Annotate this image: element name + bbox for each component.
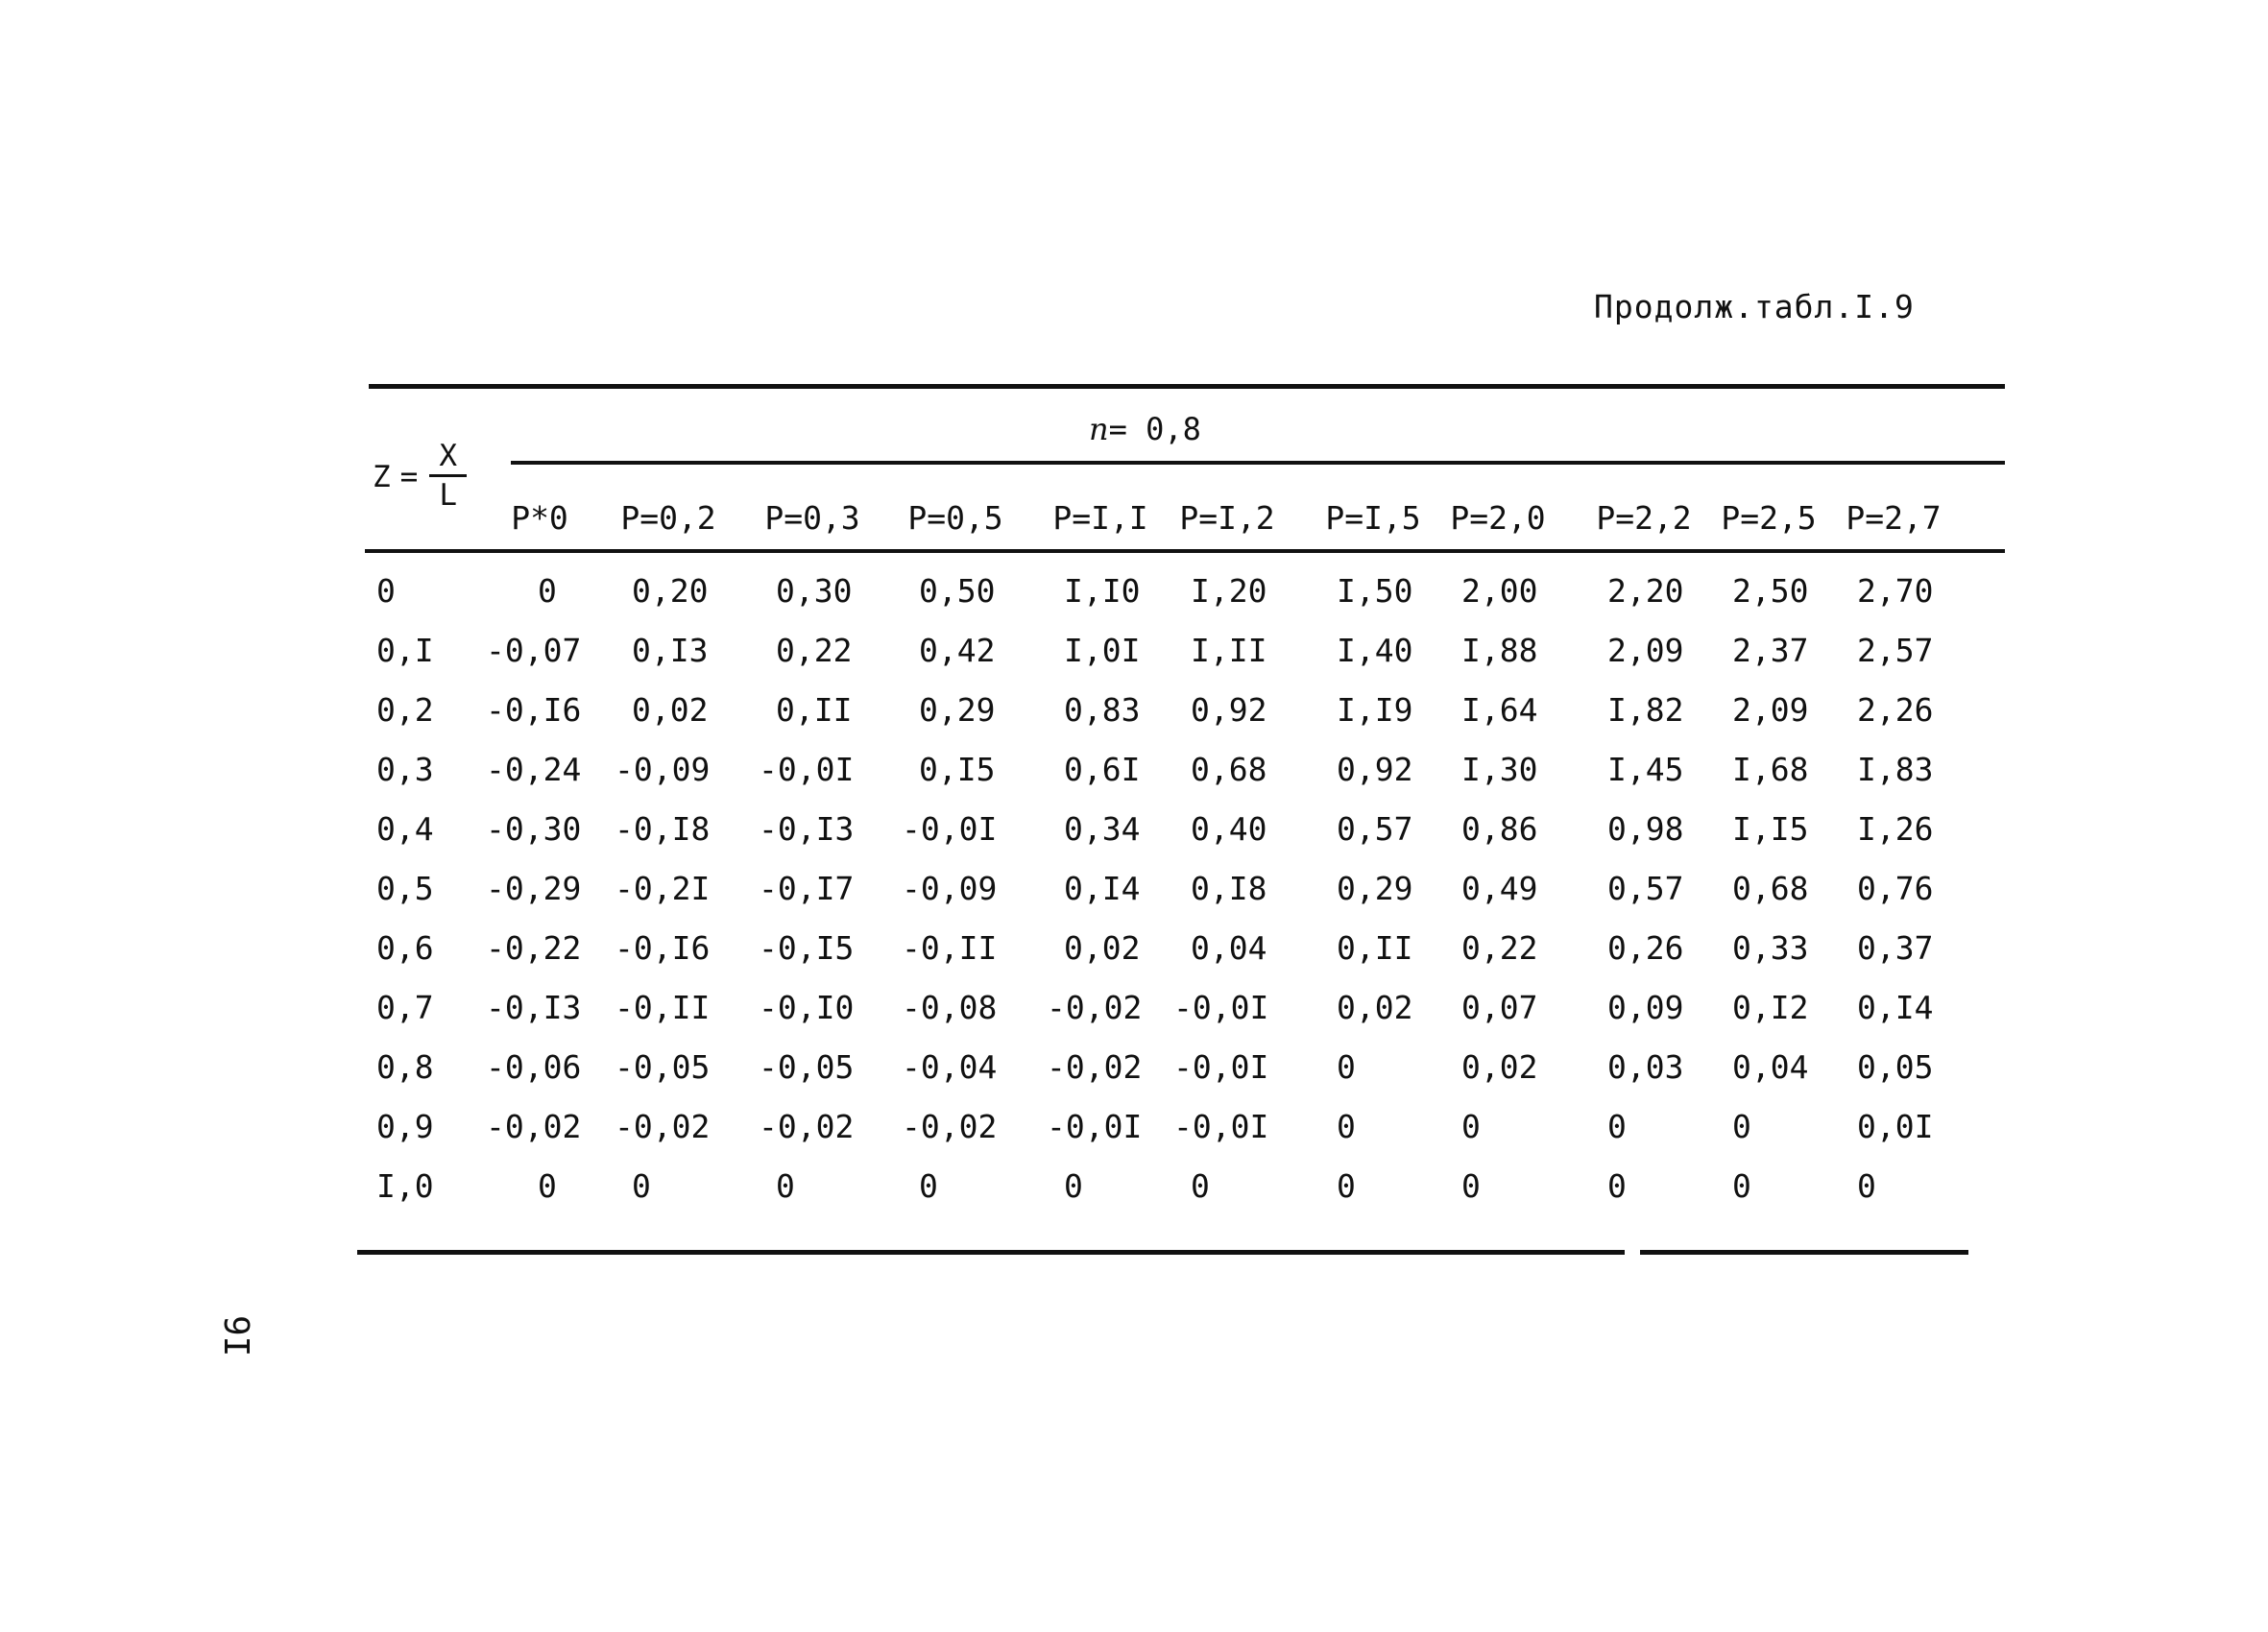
table-cell: 0,57 xyxy=(1337,810,1413,848)
group-header-rule xyxy=(511,461,2005,465)
fraction-numerator: X xyxy=(429,440,467,477)
table-cell: -0,0I xyxy=(1047,1108,1143,1145)
table-cell: 0,04 xyxy=(1732,1048,1809,1086)
row-z-value: 0,7 xyxy=(376,989,434,1026)
table-cell: -0,0I xyxy=(759,751,855,788)
table-cell: 0 xyxy=(1607,1167,1627,1205)
table-cell: -0,0I xyxy=(1173,1048,1269,1086)
table-cell: -0,I3 xyxy=(759,810,855,848)
column-header: P=I,5 xyxy=(1325,499,1421,537)
table-cell: I,20 xyxy=(1191,572,1267,610)
table-cell: 2,09 xyxy=(1607,632,1684,669)
table-cell: -0,I5 xyxy=(759,929,855,967)
table-cell: 0 xyxy=(538,1167,557,1205)
table-cell: -0,I7 xyxy=(759,870,855,907)
table-cell: 0 xyxy=(1607,1108,1627,1145)
table-cell: 0 xyxy=(632,1167,651,1205)
table-cell: -0,02 xyxy=(1047,989,1143,1026)
table-cell: 0,07 xyxy=(1461,989,1538,1026)
column-header: P*0 xyxy=(511,499,568,537)
table-cell: I,26 xyxy=(1857,810,1934,848)
table-cell: 0,29 xyxy=(1337,870,1413,907)
table-cell: I,I0 xyxy=(1064,572,1141,610)
column-header: P=0,3 xyxy=(764,499,860,537)
table-cell: -0,02 xyxy=(902,1108,998,1145)
table-cell: I,30 xyxy=(1461,751,1538,788)
table-cell: 0,40 xyxy=(1191,810,1267,848)
page-number-text: 9I xyxy=(216,1315,255,1357)
table-cell: 0 xyxy=(1461,1108,1481,1145)
table-cell: 0,I3 xyxy=(632,632,709,669)
row-z-value: 0,5 xyxy=(376,870,434,907)
table-cell: 0,02 xyxy=(632,691,709,729)
table-cell: 0 xyxy=(1191,1167,1210,1205)
table-cell: 0 xyxy=(1461,1167,1481,1205)
table-cell: 0,68 xyxy=(1191,751,1267,788)
table-cell: 2,50 xyxy=(1732,572,1809,610)
table-cell: -0,I0 xyxy=(759,989,855,1026)
table-cell: I,II xyxy=(1191,632,1267,669)
row-z-value: 0 xyxy=(376,572,396,610)
table-cell: 2,20 xyxy=(1607,572,1684,610)
table-cell: 0,I5 xyxy=(919,751,996,788)
column-header: P=I,I xyxy=(1052,499,1148,537)
table-cell: I,45 xyxy=(1607,751,1684,788)
row-z-value: 0,3 xyxy=(376,751,434,788)
table-cell: 0,26 xyxy=(1607,929,1684,967)
table-cell: -0,05 xyxy=(615,1048,711,1086)
table-cell: I,I9 xyxy=(1337,691,1413,729)
table-cell: 0,I4 xyxy=(1857,989,1934,1026)
table-cell: -0,09 xyxy=(615,751,711,788)
table-cell: 0 xyxy=(776,1167,795,1205)
row-header-label xyxy=(373,440,467,514)
z-symbol: Z xyxy=(373,459,391,494)
table-cell: 0,68 xyxy=(1732,870,1809,907)
table-cell: -0,04 xyxy=(902,1048,998,1086)
table-cell: 0 xyxy=(1337,1167,1356,1205)
table-cell: 0,I2 xyxy=(1732,989,1809,1026)
fraction xyxy=(429,440,467,514)
table-cell: 0,42 xyxy=(919,632,996,669)
column-header-rule xyxy=(365,549,2005,553)
page-number xyxy=(213,1311,275,1369)
table-cell: 0,6I xyxy=(1064,751,1141,788)
table-cell: 0 xyxy=(1337,1048,1356,1086)
row-z-value: I,0 xyxy=(376,1167,434,1205)
table-cell: 0 xyxy=(1732,1167,1751,1205)
table-cell: -0,30 xyxy=(486,810,582,848)
table-cell: -0,I3 xyxy=(486,989,582,1026)
table-cell: -0,09 xyxy=(902,870,998,907)
table-cell: 2,57 xyxy=(1857,632,1934,669)
table-cell: 0 xyxy=(1064,1167,1083,1205)
table-cell: 0,98 xyxy=(1607,810,1684,848)
table-cell: 0,92 xyxy=(1191,691,1267,729)
row-z-value: 0,9 xyxy=(376,1108,434,1145)
table-cell: 0 xyxy=(1337,1108,1356,1145)
table-cell: 0 xyxy=(1857,1167,1876,1205)
table-cell: 0,30 xyxy=(776,572,853,610)
table-cell: 2,37 xyxy=(1732,632,1809,669)
table-cell: -0,06 xyxy=(486,1048,582,1086)
table-cell: 2,09 xyxy=(1732,691,1809,729)
table-cell: I,83 xyxy=(1857,751,1934,788)
table-top-rule xyxy=(369,384,2005,389)
group-header-label xyxy=(1089,411,1201,447)
table-cell: -0,08 xyxy=(902,989,998,1026)
column-header: P=2,7 xyxy=(1846,499,1942,537)
table-cell: -0,02 xyxy=(1047,1048,1143,1086)
column-header: P=2,2 xyxy=(1596,499,1692,537)
table-cell: I,0I xyxy=(1064,632,1141,669)
table-cell: -0,24 xyxy=(486,751,582,788)
row-z-value: 0,2 xyxy=(376,691,434,729)
table-cell: 0,I8 xyxy=(1191,870,1267,907)
column-header: P=0,2 xyxy=(620,499,716,537)
table-cell: 0,02 xyxy=(1064,929,1141,967)
page-caption: Продолж.табл.I.9 xyxy=(1594,288,1915,325)
table-cell: 0,II xyxy=(776,691,853,729)
table-cell: -0,02 xyxy=(486,1108,582,1145)
table-cell: 2,00 xyxy=(1461,572,1538,610)
table-cell: -0,I6 xyxy=(615,929,711,967)
table-cell: -0,07 xyxy=(486,632,582,669)
table-cell: 0,37 xyxy=(1857,929,1934,967)
table-cell: I,68 xyxy=(1732,751,1809,788)
table-cell: 0,33 xyxy=(1732,929,1809,967)
table-cell: 0,03 xyxy=(1607,1048,1684,1086)
table-cell: 0 xyxy=(919,1167,938,1205)
table-cell: 0,34 xyxy=(1064,810,1141,848)
table-cell: 0,02 xyxy=(1337,989,1413,1026)
table-cell: -0,2I xyxy=(615,870,711,907)
column-header: P=0,5 xyxy=(907,499,1003,537)
table-cell: 0,50 xyxy=(919,572,996,610)
column-header: P=I,2 xyxy=(1179,499,1275,537)
row-z-value: 0,4 xyxy=(376,810,434,848)
equals-sign: = xyxy=(399,459,419,494)
table-cell: 0,20 xyxy=(632,572,709,610)
table-cell: 0,05 xyxy=(1857,1048,1934,1086)
table-cell: -0,02 xyxy=(759,1108,855,1145)
table-cell: 0 xyxy=(1732,1108,1751,1145)
table-cell: 2,70 xyxy=(1857,572,1934,610)
table-cell: -0,02 xyxy=(615,1108,711,1145)
table-cell: I,82 xyxy=(1607,691,1684,729)
table-cell: -0,0I xyxy=(1173,1108,1269,1145)
table-cell: -0,I6 xyxy=(486,691,582,729)
table-cell: 0,49 xyxy=(1461,870,1538,907)
table-cell: 0,0I xyxy=(1857,1108,1934,1145)
table-cell: 0,83 xyxy=(1064,691,1141,729)
table-cell: 0,57 xyxy=(1607,870,1684,907)
n-value: = 0,8 xyxy=(1108,411,1201,447)
row-z-value: 0,8 xyxy=(376,1048,434,1086)
table-cell: 0,22 xyxy=(776,632,853,669)
table-cell: I,40 xyxy=(1337,632,1413,669)
table-bottom-rule-right xyxy=(1640,1250,1968,1255)
table-cell: -0,II xyxy=(902,929,998,967)
table-cell: 0,I4 xyxy=(1064,870,1141,907)
table-cell: -0,22 xyxy=(486,929,582,967)
table-cell: I,50 xyxy=(1337,572,1413,610)
table-cell: 0,02 xyxy=(1461,1048,1538,1086)
table-cell: -0,I8 xyxy=(615,810,711,848)
table-cell: -0,0I xyxy=(902,810,998,848)
table-cell: -0,II xyxy=(615,989,711,1026)
row-z-value: 0,I xyxy=(376,632,434,669)
table-cell: 0,92 xyxy=(1337,751,1413,788)
row-z-value: 0,6 xyxy=(376,929,434,967)
table-cell: I,88 xyxy=(1461,632,1538,669)
table-cell: 0,76 xyxy=(1857,870,1934,907)
table-cell: 0,29 xyxy=(919,691,996,729)
fraction-denominator: L xyxy=(439,478,458,513)
table-cell: 2,26 xyxy=(1857,691,1934,729)
table-cell: 0,II xyxy=(1337,929,1413,967)
table-cell: -0,05 xyxy=(759,1048,855,1086)
table-cell: -0,0I xyxy=(1173,989,1269,1026)
table-cell: 0,09 xyxy=(1607,989,1684,1026)
n-symbol: n xyxy=(1089,411,1109,447)
table-bottom-rule xyxy=(357,1250,1625,1255)
table-cell: I,64 xyxy=(1461,691,1538,729)
table-cell: 0,86 xyxy=(1461,810,1538,848)
table-cell: -0,29 xyxy=(486,870,582,907)
column-header: P=2,5 xyxy=(1721,499,1817,537)
table-cell: 0,04 xyxy=(1191,929,1267,967)
table-cell: I,I5 xyxy=(1732,810,1809,848)
column-header: P=2,0 xyxy=(1450,499,1546,537)
table-cell: 0 xyxy=(538,572,557,610)
table-cell: 0,22 xyxy=(1461,929,1538,967)
